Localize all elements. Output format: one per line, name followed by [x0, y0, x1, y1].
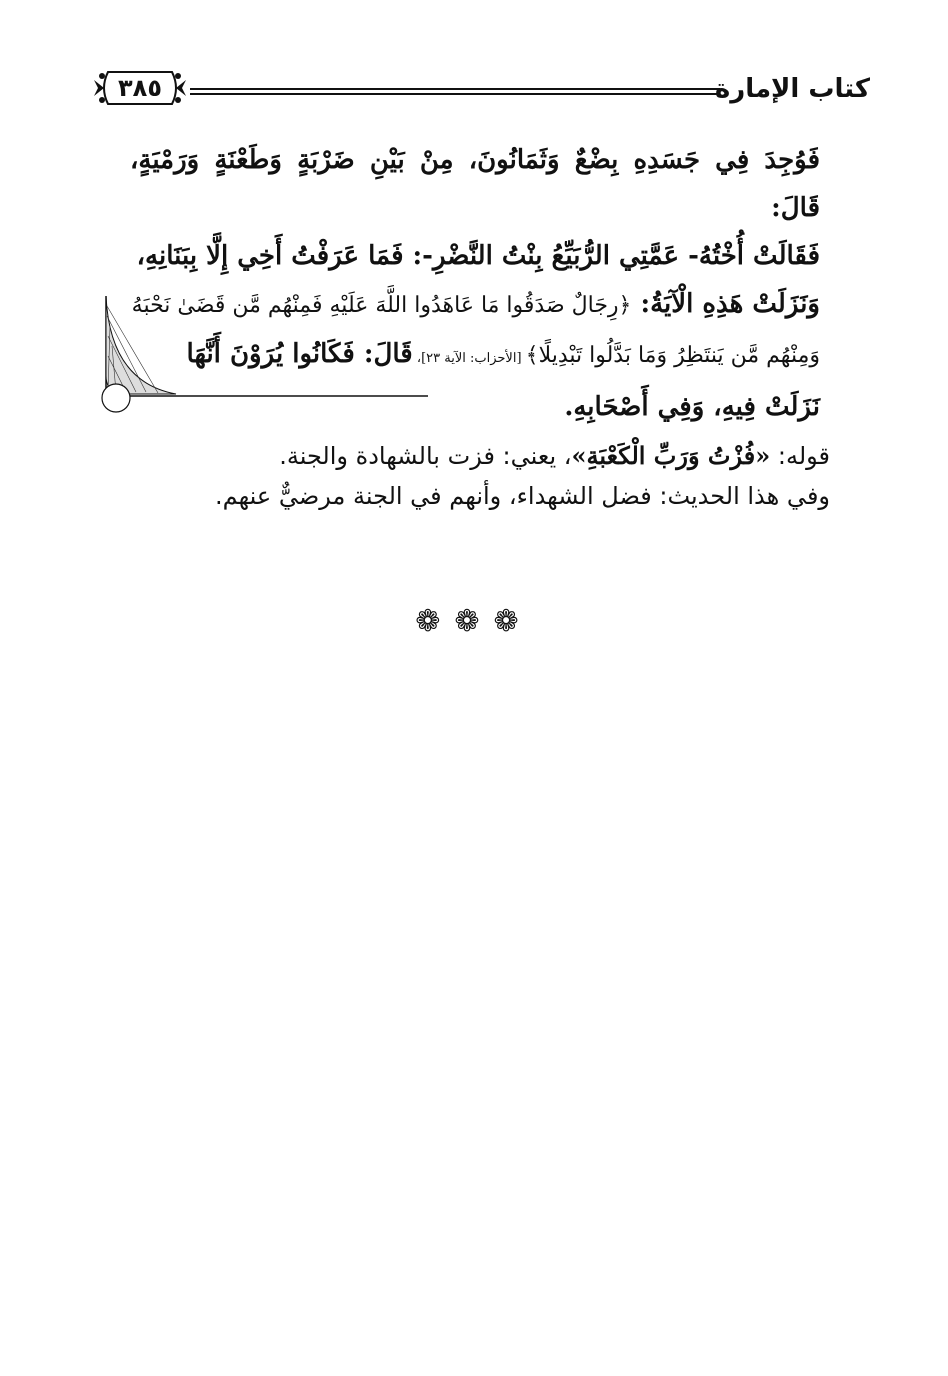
- commentary-line: [130, 436, 830, 476]
- page-number: ٣٨٥: [118, 74, 162, 102]
- corner-ornament-icon: [96, 296, 436, 416]
- page-number-frame: [90, 66, 190, 110]
- hadith-line: فَوُجِدَ فِي جَسَدِهِ بِضْعٌ وَثَمَانُونَ، مِنْ بَيْنِ ضَرْبَةٍ وَطَعْنَةٍ وَرَمْيَةٍ، قَالَ:: [130, 145, 820, 223]
- hadith-line: فَقَالَتْ أُخْتُهُ- عَمَّتِي الرُّبَيِّعُ بِنْتُ النَّضْرِ-: فَمَا عَرَفْتُ أَخِي إِلَّا بِبَنَانِهِ،: [136, 241, 820, 271]
- page-header: [90, 66, 870, 116]
- hadith-line: نَزَلَتْ فِيهِ، وَفِي أَصْحَابِهِ.: [564, 392, 820, 422]
- commentary-line: وفي هذا الحديث: فضل الشهداء، وأنهم في الجنة مرضيٌّ عنهم.: [215, 482, 830, 510]
- commentary-segment: ، يعني: فزت بالشهادة والجنة.: [279, 442, 572, 470]
- hadith-segment: وَنَزَلَتْ هَذِهِ الْآيَةُ:: [631, 289, 820, 319]
- verse-reference: [الأحزاب: الآية ٢٣]،: [412, 351, 526, 366]
- commentary-text: [130, 436, 830, 516]
- section-divider: ❁❁❁: [415, 604, 533, 639]
- quran-verse: ﴿رِجَالٌ صَدَقُوا مَا عَاهَدُوا اللَّهَ عَلَيْهِ فَمِنْهُم مَّن قَضَىٰ نَحْبَهُ: [131, 293, 632, 318]
- hadith-segment: قَالَ: فَكَانُوا يُرَوْنَ أَنَّهَا: [186, 339, 413, 369]
- quran-verse: وَمِنْهُم مَّن يَنتَظِرُ وَمَا بَدَّلُوا تَبْدِيلًا﴾: [525, 343, 820, 368]
- header-rule: [190, 88, 720, 95]
- commentary-segment: قوله:: [770, 442, 830, 470]
- book-title: كتاب الإمارة: [714, 74, 870, 104]
- quoted-phrase: «فُزْتُ وَرَبِّ الْكَعْبَةِ»: [571, 441, 771, 470]
